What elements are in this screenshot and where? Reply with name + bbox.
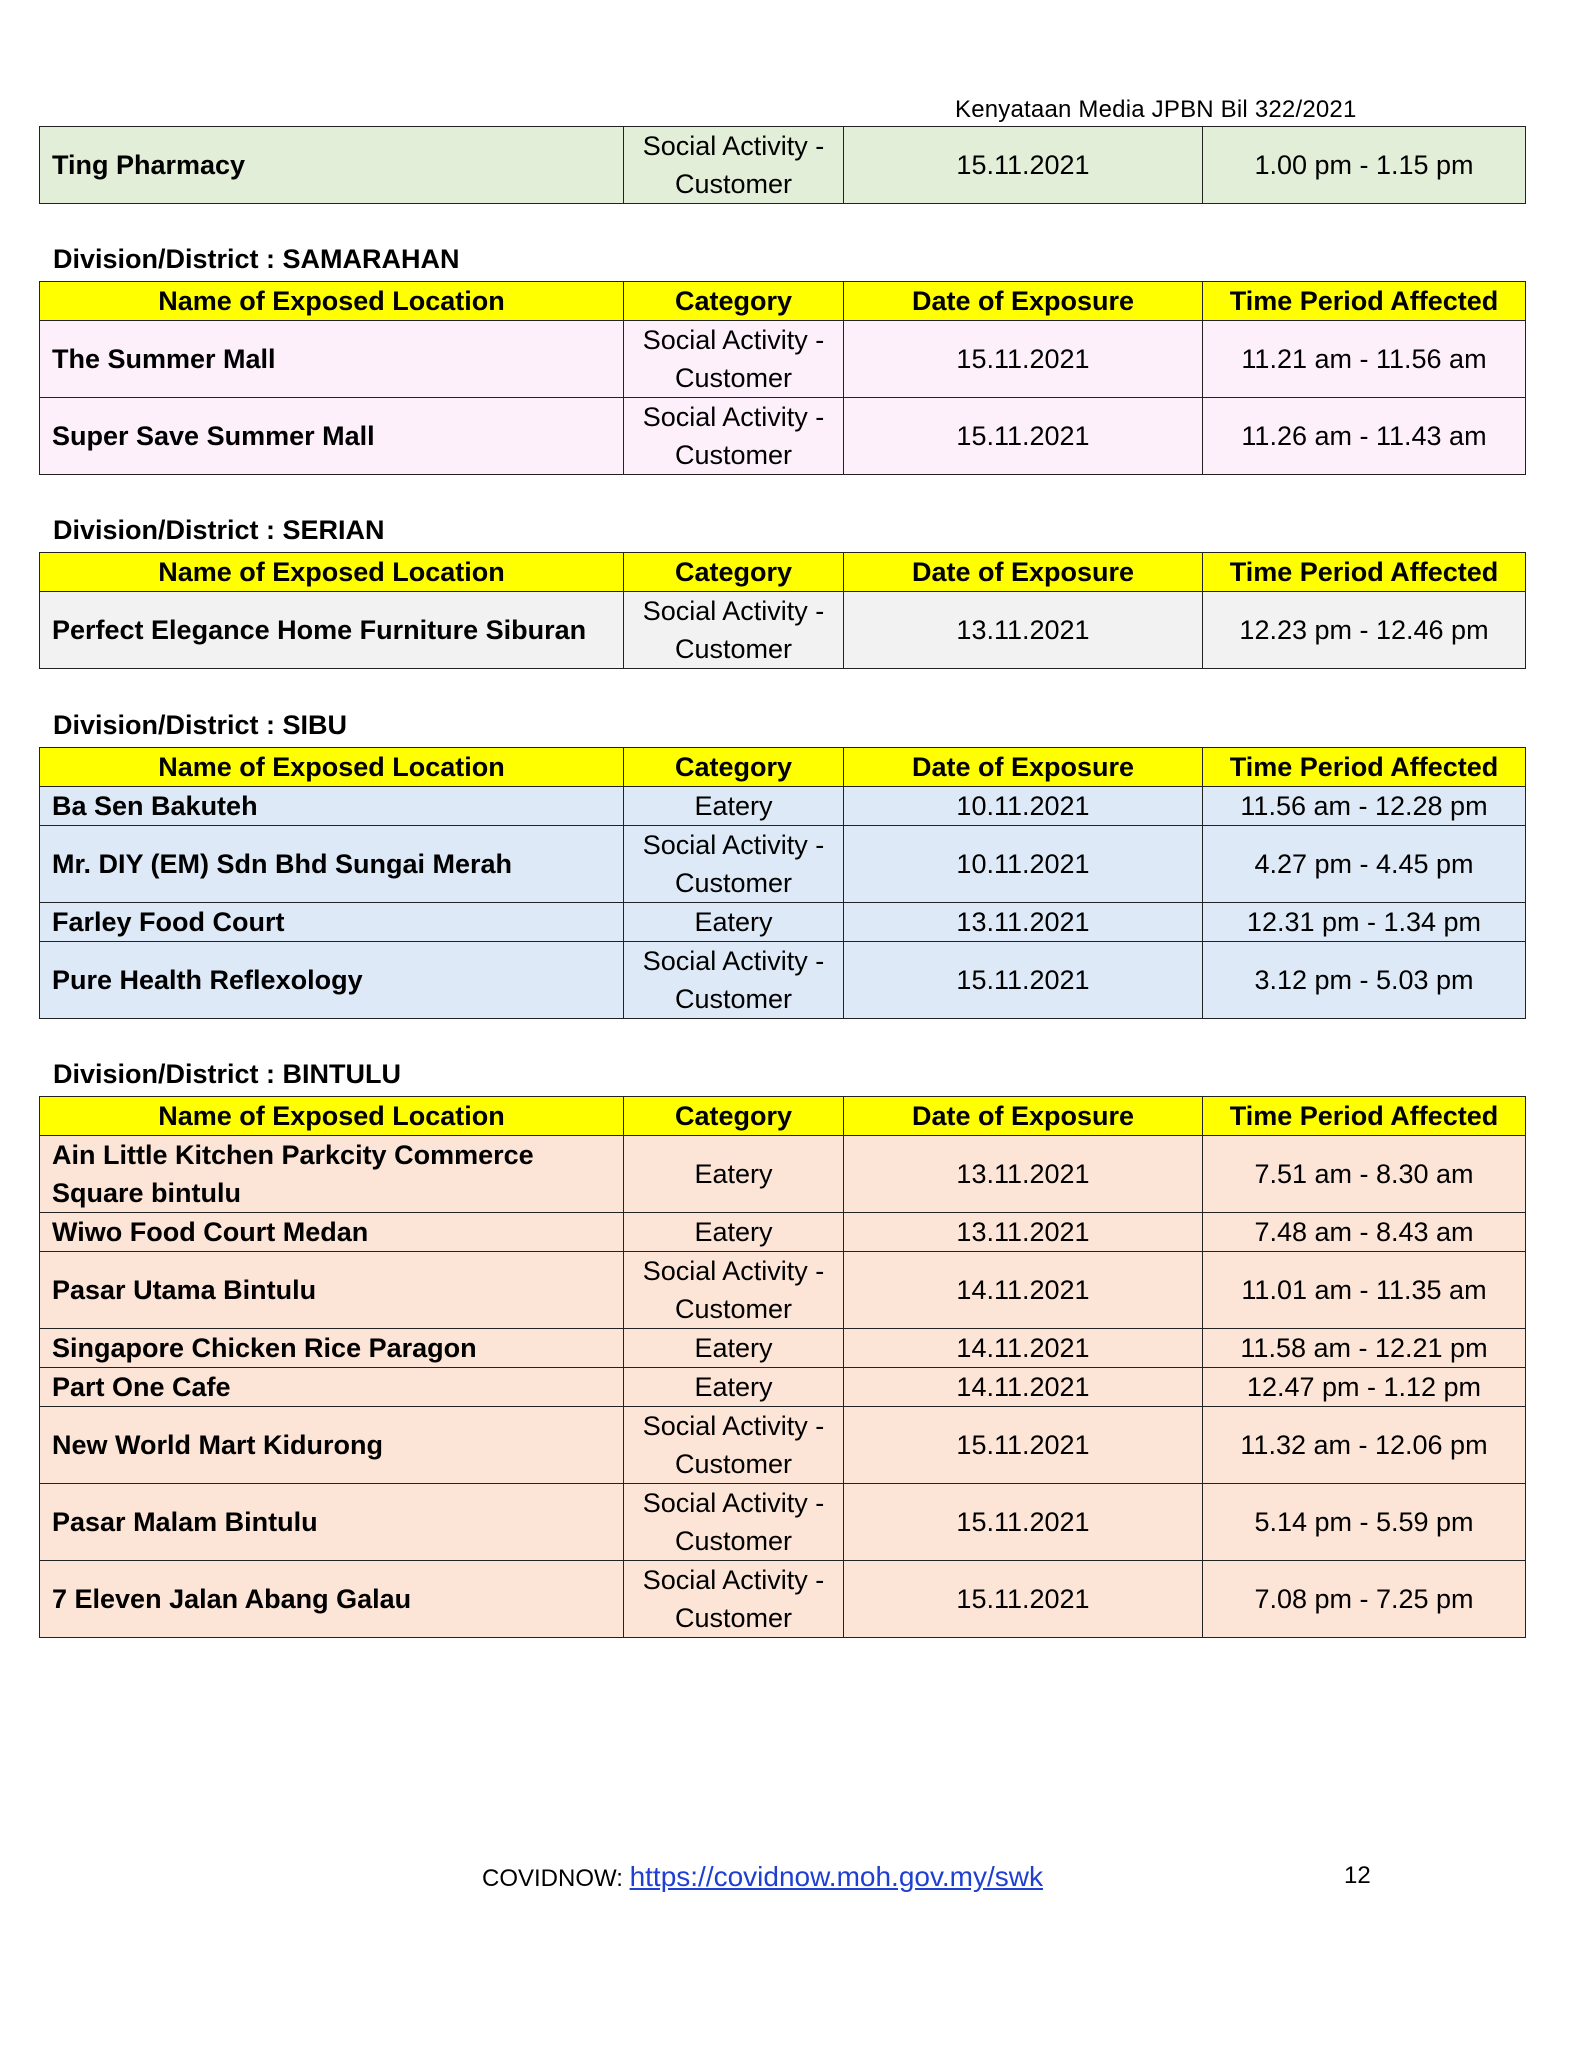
column-header-date: Date of Exposure [844,282,1203,321]
category-cell: Social Activity - Customer [624,826,844,903]
location-cell: New World Mart Kidurong [40,1407,624,1484]
location-cell: Part One Cafe [40,1368,624,1407]
location-cell: Ain Little Kitchen Parkcity Commerce Square bintulu [40,1136,624,1213]
column-header-category: Category [624,1097,844,1136]
category-cell: Social Activity - Customer [624,127,844,204]
location-cell: Ting Pharmacy [40,127,624,204]
location-cell: Pasar Malam Bintulu [40,1484,624,1561]
date-cell: 15.11.2021 [844,1561,1203,1638]
table-row [40,787,1526,826]
location-cell: 7 Eleven Jalan Abang Galau [40,1561,624,1638]
date-cell: 13.11.2021 [844,1136,1203,1213]
date-cell: 15.11.2021 [844,398,1203,475]
footer-label: COVIDNOW: [482,1865,630,1892]
category-cell: Social Activity - Customer [624,942,844,1019]
table-header-row [40,748,1526,787]
time-cell: 11.58 am - 12.21 pm [1203,1329,1526,1368]
category-cell: Eatery [624,1136,844,1213]
column-header-category: Category [624,748,844,787]
time-cell: 12.47 pm - 1.12 pm [1203,1368,1526,1407]
time-cell: 11.01 am - 11.35 am [1203,1252,1526,1329]
location-cell: Singapore Chicken Rice Paragon [40,1329,624,1368]
table-row [40,1484,1526,1561]
time-cell: 12.23 pm - 12.46 pm [1203,592,1526,669]
serian-table [39,552,1526,669]
date-cell: 14.11.2021 [844,1329,1203,1368]
table-row [40,1407,1526,1484]
category-cell: Social Activity - Customer [624,1252,844,1329]
category-cell: Eatery [624,1368,844,1407]
date-cell: 10.11.2021 [844,826,1203,903]
category-cell: Eatery [624,1329,844,1368]
column-header-time: Time Period Affected [1203,282,1526,321]
column-header-location: Name of Exposed Location [40,553,624,592]
column-header-location: Name of Exposed Location [40,282,624,321]
division-title-serian: Division/District : SERIAN [53,515,385,545]
column-header-time: Time Period Affected [1203,553,1526,592]
time-cell: 4.27 pm - 4.45 pm [1203,826,1526,903]
location-cell: Perfect Elegance Home Furniture Siburan [40,592,624,669]
document-reference: Kenyataan Media JPBN Bil 322/2021 [955,96,1357,123]
table-header-row [40,553,1526,592]
table-row [40,1213,1526,1252]
time-cell: 1.00 pm - 1.15 pm [1203,127,1526,204]
column-header-category: Category [624,282,844,321]
column-header-location: Name of Exposed Location [40,1097,624,1136]
page-number: 12 [1344,1862,1371,1889]
date-cell: 13.11.2021 [844,903,1203,942]
table-row [40,321,1526,398]
covidnow-link[interactable]: https://covidnow.moh.gov.my/swk [629,1861,1043,1892]
date-cell: 14.11.2021 [844,1368,1203,1407]
division-title-samarahan: Division/District : SAMARAHAN [53,244,460,274]
location-cell: Pure Health Reflexology [40,942,624,1019]
column-header-date: Date of Exposure [844,748,1203,787]
location-cell: Super Save Summer Mall [40,398,624,475]
table-header-row [40,1097,1526,1136]
time-cell: 3.12 pm - 5.03 pm [1203,942,1526,1019]
time-cell: 5.14 pm - 5.59 pm [1203,1484,1526,1561]
table-row [40,592,1526,669]
sibu-table [39,747,1526,1019]
column-header-date: Date of Exposure [844,1097,1203,1136]
category-cell: Social Activity - Customer [624,321,844,398]
category-cell: Eatery [624,787,844,826]
date-cell: 10.11.2021 [844,787,1203,826]
location-cell: Pasar Utama Bintulu [40,1252,624,1329]
table-row [40,903,1526,942]
samarahan-table [39,281,1526,475]
table-row [40,127,1526,204]
date-cell: 13.11.2021 [844,1213,1203,1252]
footer [482,1861,1043,1893]
bintulu-table [39,1096,1526,1638]
column-header-category: Category [624,553,844,592]
time-cell: 12.31 pm - 1.34 pm [1203,903,1526,942]
table-row [40,1136,1526,1213]
time-cell: 11.56 am - 12.28 pm [1203,787,1526,826]
time-cell: 7.48 am - 8.43 am [1203,1213,1526,1252]
date-cell: 15.11.2021 [844,127,1203,204]
category-cell: Eatery [624,903,844,942]
location-cell: Ba Sen Bakuteh [40,787,624,826]
table-row [40,1252,1526,1329]
column-header-date: Date of Exposure [844,553,1203,592]
table-row [40,942,1526,1019]
time-cell: 11.21 am - 11.56 am [1203,321,1526,398]
date-cell: 15.11.2021 [844,1484,1203,1561]
table-row [40,1561,1526,1638]
date-cell: 15.11.2021 [844,942,1203,1019]
date-cell: 15.11.2021 [844,1407,1203,1484]
date-cell: 13.11.2021 [844,592,1203,669]
location-cell: Wiwo Food Court Medan [40,1213,624,1252]
category-cell: Social Activity - Customer [624,1407,844,1484]
time-cell: 11.26 am - 11.43 am [1203,398,1526,475]
time-cell: 11.32 am - 12.06 pm [1203,1407,1526,1484]
continued-table [39,126,1526,204]
category-cell: Eatery [624,1213,844,1252]
table-header-row [40,282,1526,321]
table-row [40,1368,1526,1407]
table-row [40,1329,1526,1368]
location-cell: Farley Food Court [40,903,624,942]
column-header-time: Time Period Affected [1203,748,1526,787]
location-cell: Mr. DIY (EM) Sdn Bhd Sungai Merah [40,826,624,903]
column-header-time: Time Period Affected [1203,1097,1526,1136]
table-row [40,826,1526,903]
table-row [40,398,1526,475]
time-cell: 7.08 pm - 7.25 pm [1203,1561,1526,1638]
date-cell: 15.11.2021 [844,321,1203,398]
date-cell: 14.11.2021 [844,1252,1203,1329]
division-title-bintulu: Division/District : BINTULU [53,1059,402,1089]
category-cell: Social Activity - Customer [624,592,844,669]
division-title-sibu: Division/District : SIBU [53,710,348,740]
column-header-location: Name of Exposed Location [40,748,624,787]
location-cell: The Summer Mall [40,321,624,398]
time-cell: 7.51 am - 8.30 am [1203,1136,1526,1213]
category-cell: Social Activity - Customer [624,1484,844,1561]
category-cell: Social Activity - Customer [624,398,844,475]
category-cell: Social Activity - Customer [624,1561,844,1638]
